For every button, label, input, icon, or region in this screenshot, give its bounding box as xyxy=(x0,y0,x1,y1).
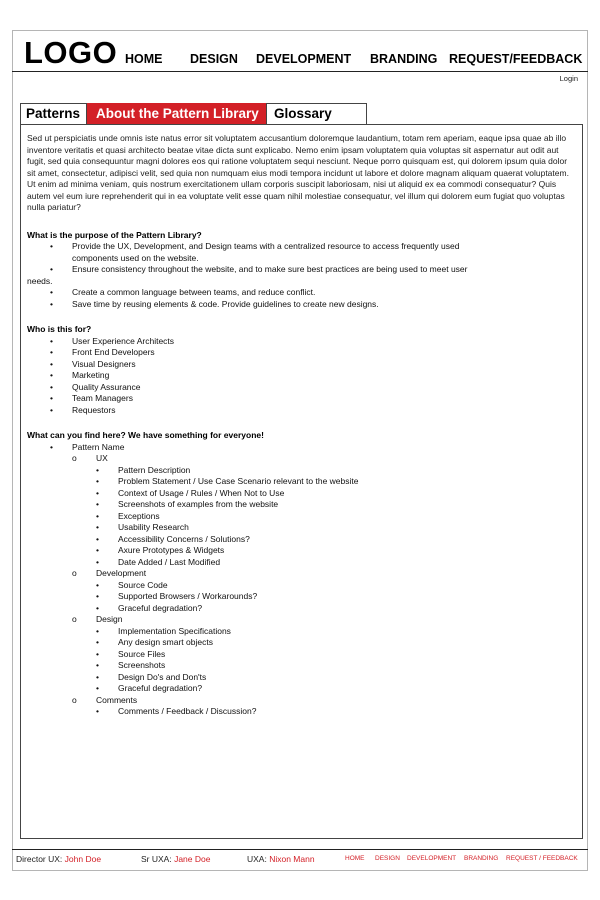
credit-name[interactable]: Nixon Mann xyxy=(269,854,315,864)
site-header xyxy=(12,30,588,72)
list-item: • Screenshots of examples from the website xyxy=(96,499,576,511)
footer-nav-home[interactable]: HOME xyxy=(345,855,365,862)
list-item: • Marketing xyxy=(27,370,576,382)
list-item: • Source Code xyxy=(96,580,576,592)
footer-divider xyxy=(12,849,588,850)
list-item: • Any design smart objects xyxy=(96,637,576,649)
list-item: • Screenshots xyxy=(96,660,576,672)
list-item: • Problem Statement / Use Case Scenario relevant to the website xyxy=(96,476,576,488)
list-item: • Source Files xyxy=(96,649,576,661)
audience-title: Who is this for? xyxy=(27,324,92,334)
list-item xyxy=(27,264,576,287)
sublist-item-ux xyxy=(72,453,576,568)
group-label: Development xyxy=(96,568,147,578)
list-item xyxy=(27,442,576,718)
list-item: • Requestors xyxy=(27,405,576,417)
list-item: • Team Managers xyxy=(27,393,576,405)
site-footer xyxy=(16,854,584,866)
design-items xyxy=(96,626,576,695)
sublist-item-development xyxy=(72,568,576,614)
list-item: • Design Do's and Don'ts xyxy=(96,672,576,684)
find-list xyxy=(27,442,576,718)
list-item: • Quality Assurance xyxy=(27,382,576,394)
tab-patterns[interactable]: Patterns xyxy=(20,103,87,125)
credit-sr-uxa xyxy=(141,854,210,864)
footer-nav-design[interactable]: DESIGN xyxy=(375,855,400,862)
list-item: • Implementation Specifications xyxy=(96,626,576,638)
credit-role: UXA: xyxy=(247,854,267,864)
footer-nav-request-feedback[interactable]: REQUEST / FEEDBACK xyxy=(506,855,578,862)
list-item-text: needs. xyxy=(27,275,53,286)
list-item: • Graceful degradation? xyxy=(96,683,576,695)
find-title: What can you find here? We have something for everyone! xyxy=(27,430,264,440)
list-item: • Axure Prototypes & Widgets xyxy=(96,545,576,557)
list-item: • Comments / Feedback / Discussion? xyxy=(96,706,576,718)
credit-name[interactable]: Jane Doe xyxy=(174,854,211,864)
find-sublist xyxy=(72,453,576,718)
logo[interactable]: LOGO xyxy=(24,35,118,70)
list-item: • Usability Research xyxy=(96,522,576,534)
tab-glossary[interactable]: Glossary xyxy=(266,103,367,125)
nav-development[interactable]: DEVELOPMENT xyxy=(256,52,352,66)
footer-nav-development[interactable]: DEVELOPMENT xyxy=(407,855,457,862)
credit-name[interactable]: John Doe xyxy=(64,854,102,864)
nav-request-feedback[interactable]: REQUEST/FEEDBACK xyxy=(449,52,583,66)
credit-role: Sr UXA: xyxy=(141,854,172,864)
group-label: Design xyxy=(96,614,123,624)
credit-uxa xyxy=(247,854,315,864)
list-item-text: components used on the website. xyxy=(72,252,199,263)
list-item-text: Provide the UX, Development, and Design teams with a centralized resource to access frequently used xyxy=(72,241,460,251)
purpose-section xyxy=(27,230,576,311)
list-item: • Save time by reusing elements & code. Provide guidelines to create new designs. xyxy=(27,299,576,311)
list-item: • Accessibility Concerns / Solutions? xyxy=(96,534,576,546)
sublist-item-design xyxy=(72,614,576,695)
group-label: UX xyxy=(96,453,108,463)
list-item xyxy=(27,241,576,264)
audience-list xyxy=(27,336,576,417)
development-items xyxy=(96,580,576,615)
list-item: • Supported Browsers / Workarounds? xyxy=(96,591,576,603)
nav-design[interactable]: DESIGN xyxy=(190,52,238,66)
login-link[interactable]: Login xyxy=(559,74,578,83)
comments-items xyxy=(96,706,576,718)
list-item: • Context of Usage / Rules / When Not to Use xyxy=(96,488,576,500)
group-label: Comments xyxy=(96,694,138,705)
nav-branding[interactable]: BRANDING xyxy=(370,52,438,66)
list-item: • Date Added / Last Modified xyxy=(96,557,576,569)
list-item: • Graceful degradation? xyxy=(96,603,576,615)
header-divider xyxy=(12,71,588,72)
list-item: • Visual Designers xyxy=(27,359,576,371)
content-panel xyxy=(20,124,583,839)
audience-section xyxy=(27,324,576,416)
purpose-list xyxy=(27,241,576,310)
list-item: • User Experience Architects xyxy=(27,336,576,348)
credit-director xyxy=(16,854,101,864)
intro-paragraph: Sed ut perspiciatis unde omnis iste natus error sit voluptatem accusantium doloremque laudantium, totam rem aperiam, eaque ipsa quae ab illo inventore veritatis et quasi architecto beatae vitae dicta sunt explicabo. Nemo enim ipsam voluptatem quia voluptas sit aspernatur aut odit aut fugit, sed quia consequuntur magni dolores eos qui ratione voluptatem sequi nesciunt. Neque porro quisquam est, qui dolorem ipsum quia dolor sit amet, consectetur, adipisci velit, sed quia non numquam eius modi tempora incidunt ut labore et dolore magnam aliquam quaerat voluptatem. Ut enim ad minima veniam, quis nostrum exercitationem ullam corporis suscipit laboriosam, nisi ut aliquid ex ea commodi consequatur? Quis autem vel eum iure reprehenderit qui in ea voluptate velit esse quam nihil molestiae consequatur, vel illum qui dolorem eum fugiat quo voluptas nulla pariatur? xyxy=(27,133,569,212)
list-item: • Create a common language between teams, and reduce conflict. xyxy=(27,287,576,299)
nav-home[interactable]: HOME xyxy=(125,52,163,66)
pattern-name-label: Pattern Name xyxy=(72,441,125,452)
credit-role: Director UX: xyxy=(16,854,63,864)
ux-items xyxy=(96,465,576,569)
list-item-text: Ensure consistency throughout the website, and to make sure best practices are being used to meet user xyxy=(72,264,468,274)
purpose-title: What is the purpose of the Pattern Library? xyxy=(27,229,202,240)
list-item: • Exceptions xyxy=(96,511,576,523)
sublist-item-comments xyxy=(72,695,576,718)
tab-about[interactable]: About the Pattern Library xyxy=(87,103,266,125)
list-item: • Pattern Description xyxy=(96,465,576,477)
list-item: • Front End Developers xyxy=(27,347,576,359)
footer-nav-branding[interactable]: BRANDING xyxy=(464,855,499,862)
find-section xyxy=(27,430,576,718)
